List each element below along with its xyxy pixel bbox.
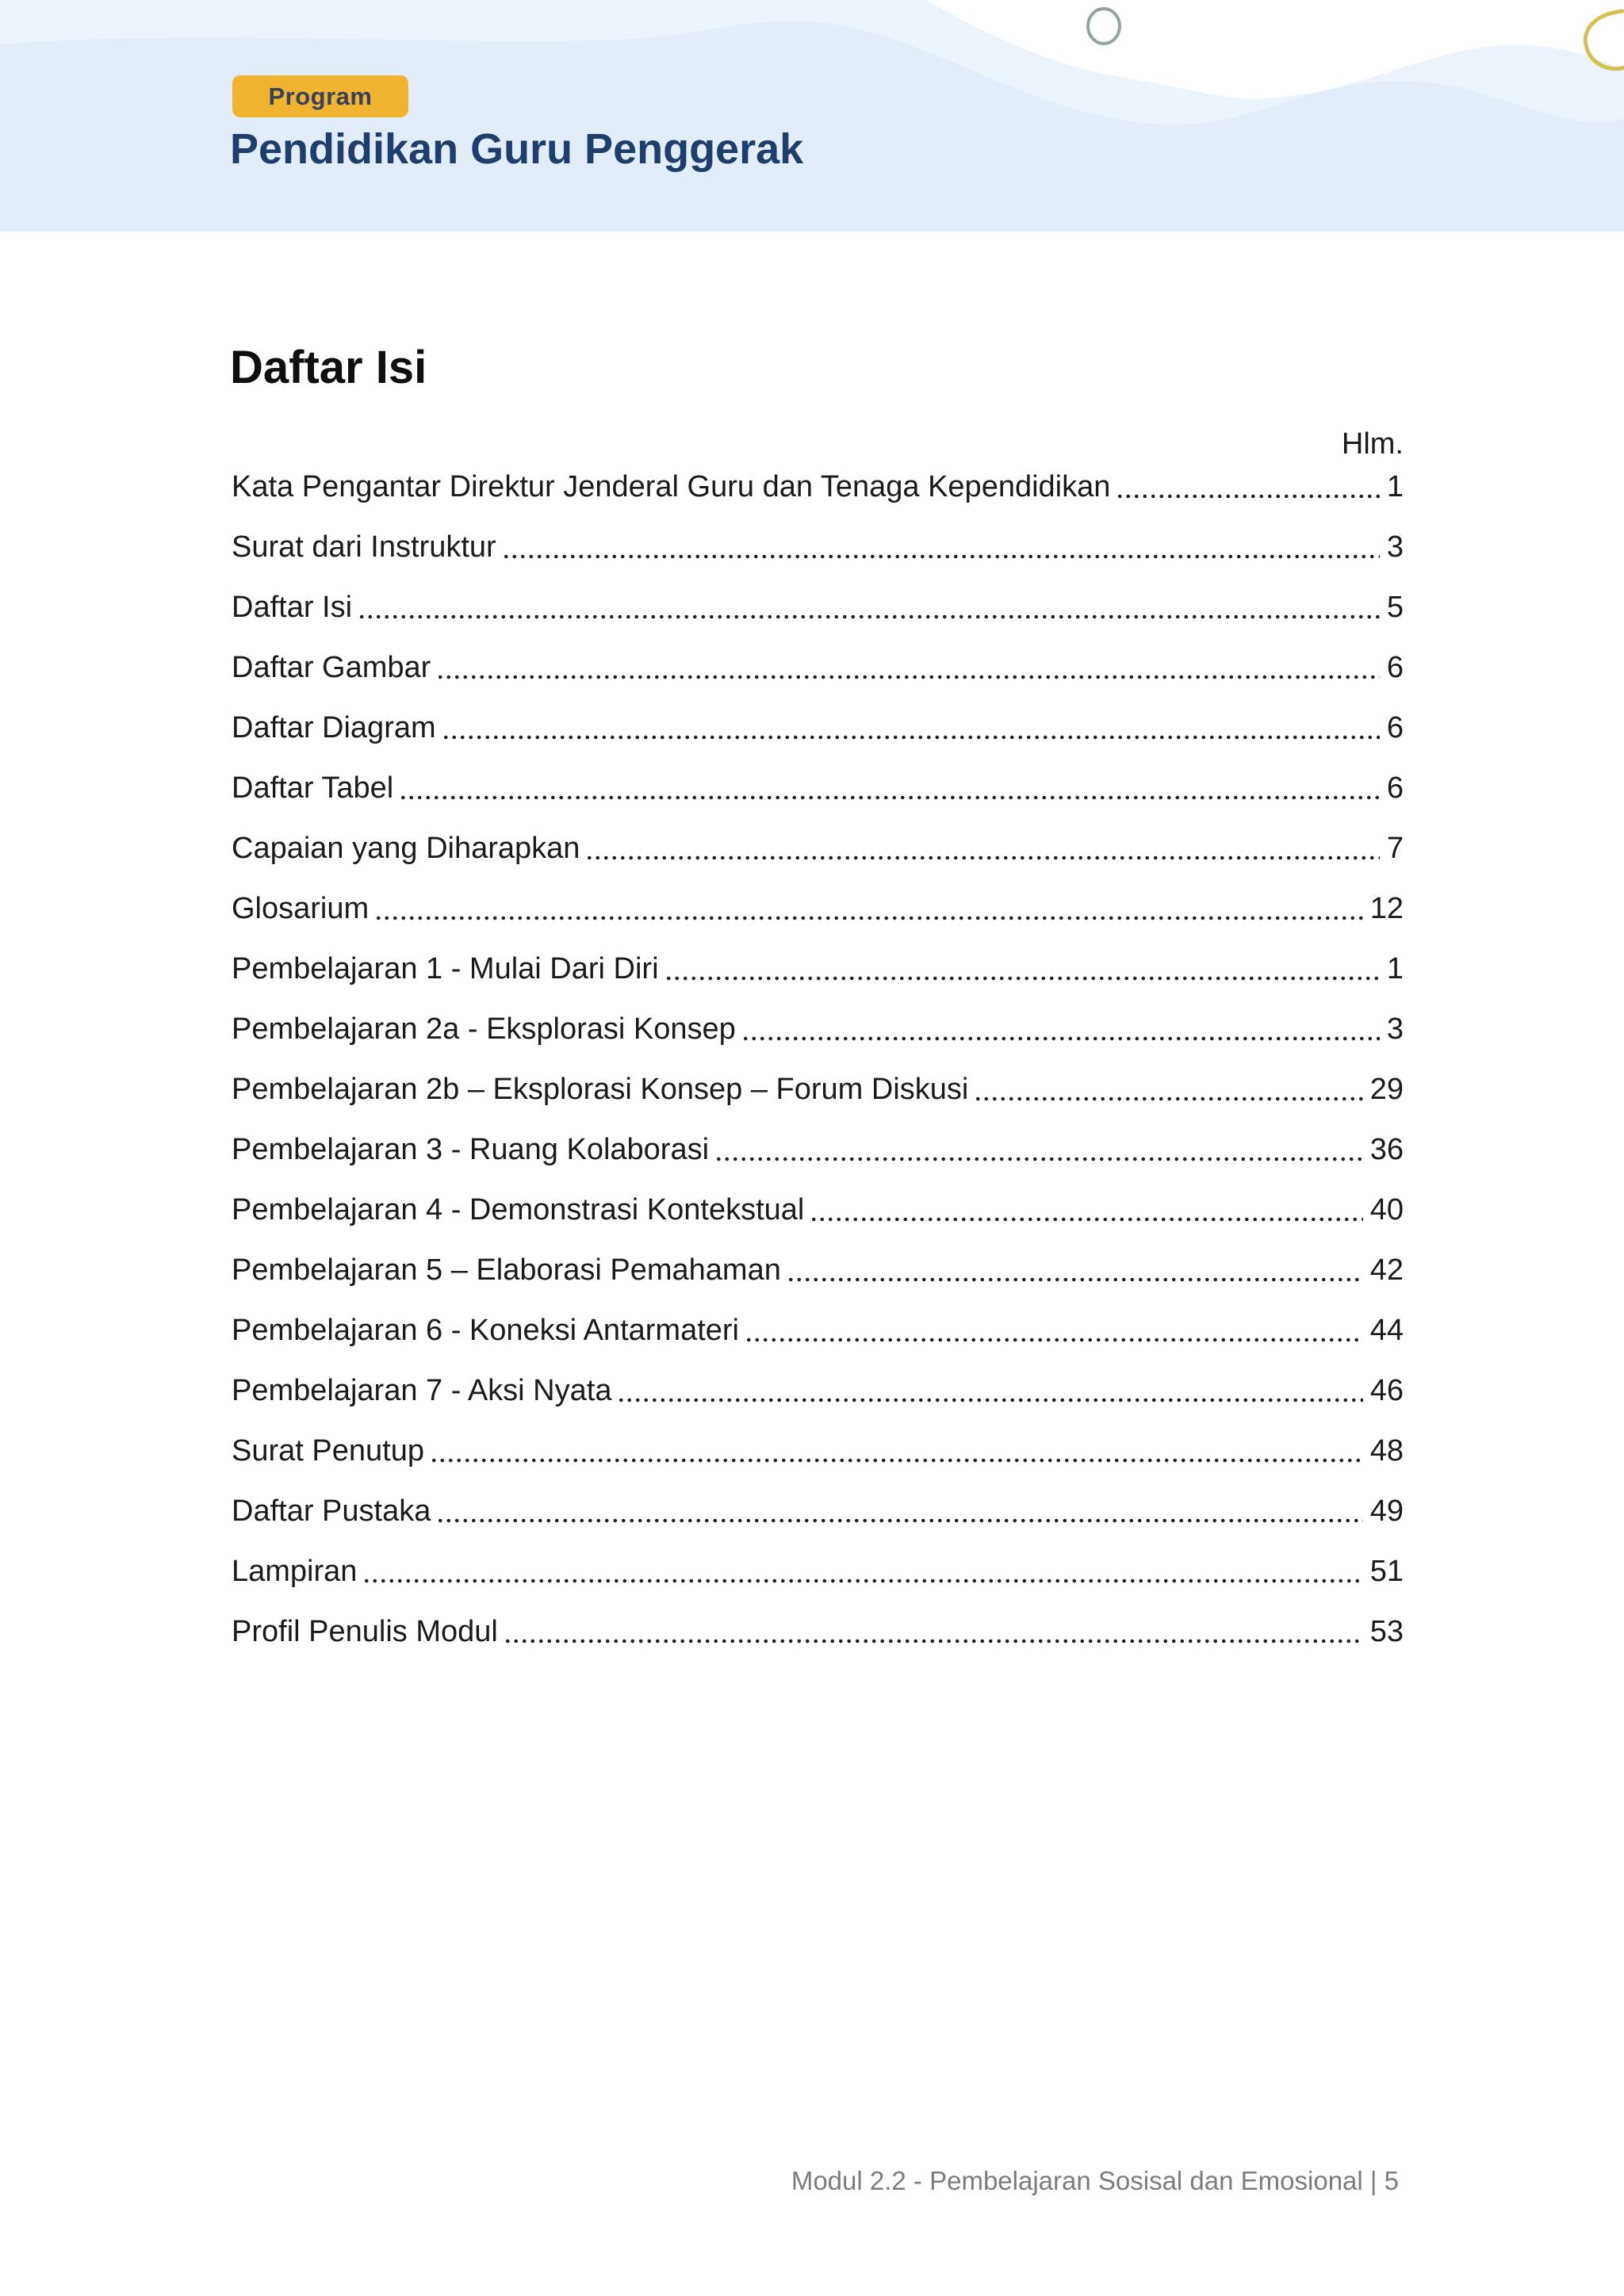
toc-entry-page: 48 [1369,1434,1404,1468]
page-footer: Modul 2.2 - Pembelajaran Sosisal dan Emosional | 5 [791,2166,1399,2195]
toc-entry [232,590,1404,625]
toc-entry-title: Surat Penutup [232,1434,424,1468]
toc-dot-leader [436,650,1380,685]
toc-entry-title: Daftar Tabel [232,771,394,805]
toc-entry-title: Pembelajaran 2b – Eksplorasi Konsep – Forum Diskusi [232,1073,969,1106]
toc-entry-title: Lampiran [232,1555,358,1588]
header-band [0,0,1624,232]
toc-entry-title: Pembelajaran 6 - Koneksi Antarmateri [232,1314,739,1347]
toc-dot-leader [436,1494,1362,1529]
page-column-header: Hlm. [1341,427,1404,461]
toc-entry [232,831,1404,866]
toc-entry-title: Profil Penulis Modul [232,1615,498,1648]
toc-entry-page: 6 [1386,651,1404,684]
toc-entry-title: Capaian yang Diharapkan [232,832,580,865]
toc-dot-leader [787,1253,1363,1288]
toc-dot-leader [741,1012,1380,1047]
toc-dot-leader [1116,469,1379,504]
toc-entry [232,1012,1404,1047]
toc-entry-page: 12 [1369,892,1404,925]
toc-entry [232,1313,1404,1348]
toc-entry-page: 53 [1369,1615,1404,1648]
toc-entry-page: 6 [1386,711,1404,744]
toc-entry [232,650,1404,685]
toc-dot-leader [362,1554,1362,1589]
toc-entry-title: Pembelajaran 3 - Ruang Kolaborasi [232,1133,710,1166]
toc-entry-page: 3 [1386,530,1404,564]
program-title: Pendidikan Guru Penggerak [230,125,804,173]
toc-dot-leader [430,1433,1363,1468]
toc-dot-leader [358,590,1380,625]
toc-entry-title: Pembelajaran 4 - Demonstrasi Kontekstual [232,1193,805,1226]
toc-entry-page: 51 [1369,1555,1404,1588]
toc-dot-leader [745,1313,1363,1348]
toc-dot-leader [585,831,1379,866]
toc-entry-title: Pembelajaran 2a - Eksplorasi Konsep [232,1012,736,1046]
toc-entry [232,1494,1404,1529]
toc-dot-leader [442,710,1380,745]
toc-entry [232,1072,1404,1107]
toc-dot-leader [810,1192,1362,1227]
toc-entry-page: 5 [1386,591,1404,624]
toc-dot-leader [374,891,1363,926]
toc-entry-page: 46 [1369,1374,1404,1407]
toc-entry [232,710,1404,745]
toc-entry [232,469,1404,504]
toc-list [232,469,1404,1674]
toc-entry-page: 49 [1369,1494,1404,1528]
toc-dot-leader [665,951,1380,986]
toc-entry-title: Glosarium [232,892,370,925]
toc-entry [232,1614,1404,1649]
toc-dot-leader [502,530,1380,564]
toc-entry [232,1373,1404,1408]
toc-entry-title: Kata Pengantar Direktur Jenderal Guru dan Tenaga Kependidikan [232,470,1111,503]
toc-entry [232,891,1404,926]
toc-dot-leader [974,1072,1362,1107]
toc-entry [232,530,1404,564]
toc-entry-page: 7 [1386,832,1404,865]
toc-entry-page: 3 [1386,1012,1404,1046]
toc-dot-leader [617,1373,1362,1408]
toc-entry [232,1433,1404,1468]
toc-entry [232,1192,1404,1227]
toc-entry-page: 29 [1369,1073,1404,1106]
toc-dot-leader [714,1132,1363,1167]
toc-entry [232,1253,1404,1288]
toc-entry [232,1554,1404,1589]
toc-entry [232,771,1404,806]
toc-entry-title: Pembelajaran 5 – Elaborasi Pemahaman [232,1253,781,1287]
toc-entry-page: 44 [1369,1314,1404,1347]
toc-entry-title: Surat dari Instruktur [232,530,496,564]
toc-dot-leader [399,771,1380,806]
toc-entry-page: 1 [1386,952,1404,985]
toc-entry-page: 40 [1369,1193,1404,1226]
toc-dot-leader [504,1614,1363,1649]
toc-entry-title: Pembelajaran 1 - Mulai Dari Diri [232,952,659,985]
toc-entry-title: Daftar Diagram [232,711,436,744]
page-title: Daftar Isi [230,341,427,393]
toc-entry-page: 6 [1386,771,1404,805]
toc-entry-page: 36 [1369,1133,1404,1166]
program-badge [232,75,408,117]
program-badge-label: Program [268,82,373,110]
toc-entry [232,1132,1404,1167]
toc-entry [232,951,1404,986]
toc-entry-title: Pembelajaran 7 - Aksi Nyata [232,1374,612,1407]
toc-entry-page: 1 [1386,470,1404,503]
toc-entry-title: Daftar Isi [232,591,353,624]
toc-entry-page: 42 [1369,1253,1404,1287]
toc-entry-title: Daftar Gambar [232,651,431,684]
toc-entry-title: Daftar Pustaka [232,1494,431,1528]
